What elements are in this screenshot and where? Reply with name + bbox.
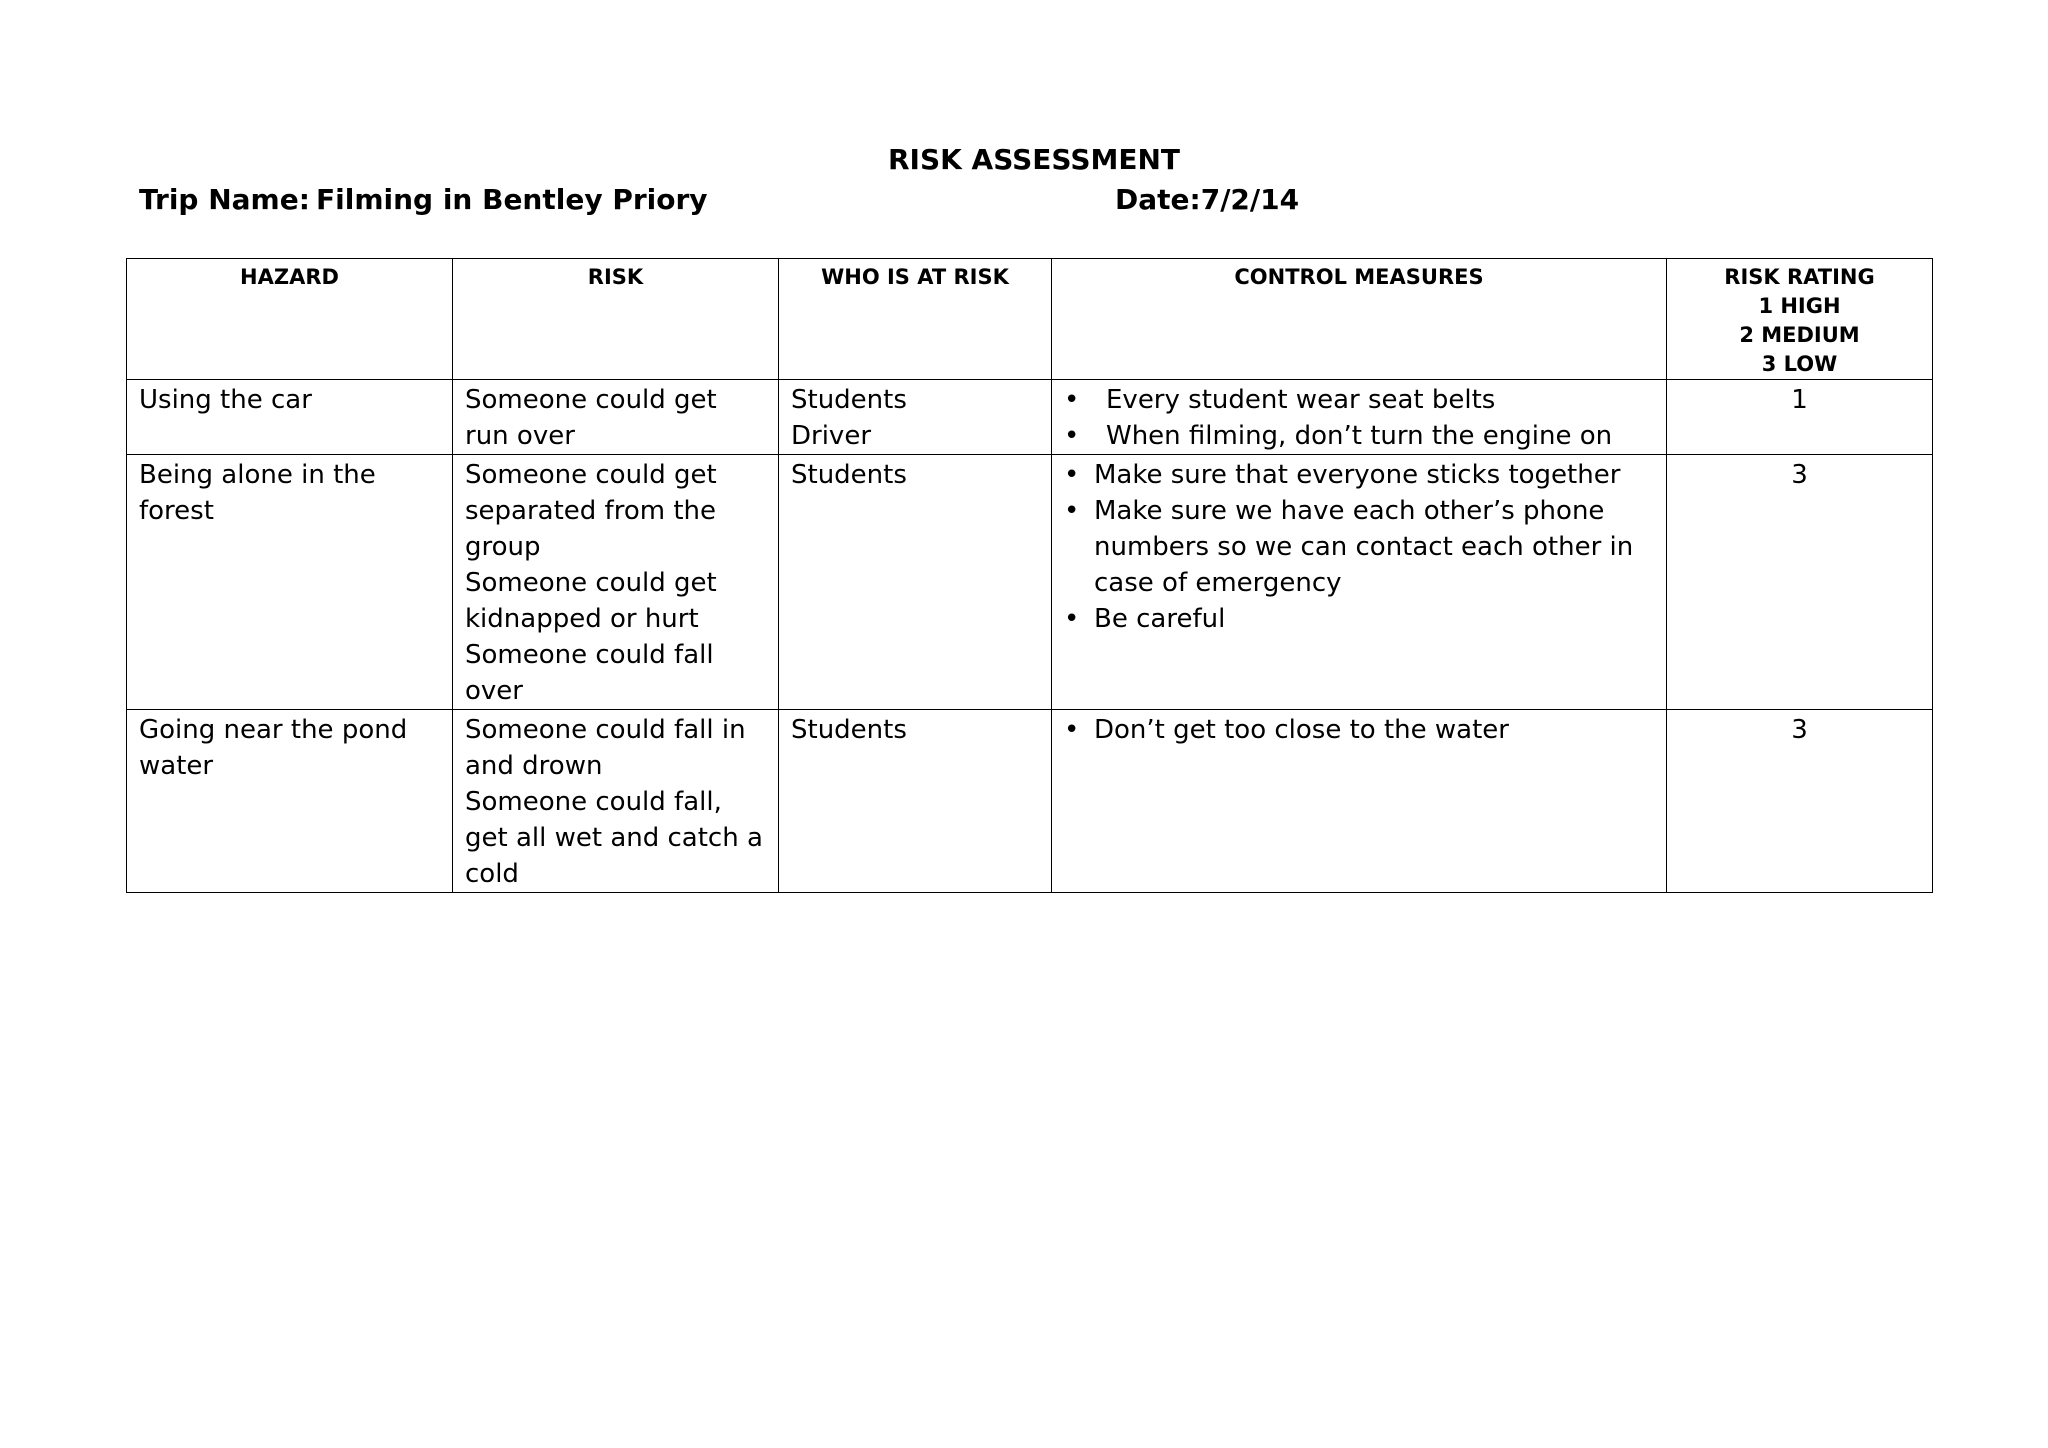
risk-cell — [453, 380, 779, 455]
header-control-measures: CONTROL MEASURES — [1052, 259, 1667, 380]
risk-line: Someone could get separated from the group — [465, 460, 717, 562]
risk-rating-high: 1 HIGH — [1758, 294, 1841, 318]
risk-rating-low: 3 LOW — [1761, 352, 1838, 376]
risk-line: Someone could fall, get all wet and catch a cold — [465, 787, 763, 889]
control-measures-cell — [1052, 710, 1667, 893]
control-measure-item: • Make sure we have each other’s phone numbers so we can contact each other in case of emergency — [1064, 493, 1654, 601]
risk-cell — [453, 455, 779, 710]
header-hazard: HAZARD — [127, 259, 453, 380]
table-row — [127, 710, 1933, 893]
control-measure-item: • When filming, don’t turn the engine on — [1064, 418, 1654, 454]
control-measure-item: • Be careful — [1064, 601, 1654, 637]
trip-name-label: Trip Name: — [139, 183, 310, 216]
risk-rating-cell: 3 — [1667, 455, 1933, 710]
control-measures-list — [1064, 457, 1654, 637]
control-measure-item: • Every student wear seat belts — [1064, 382, 1654, 418]
control-measure-item: • Make sure that everyone sticks together — [1064, 457, 1654, 493]
hazard-cell: Using the car — [127, 380, 453, 455]
who-line: Students — [791, 460, 907, 490]
table-header-row — [127, 259, 1933, 380]
control-measures-cell — [1052, 455, 1667, 710]
risk-line: Someone could get run over — [465, 385, 717, 451]
table-row — [127, 455, 1933, 710]
risk-line: Someone could fall over — [465, 640, 714, 706]
risk-rating-cell: 3 — [1667, 710, 1933, 893]
header-risk: RISK — [453, 259, 779, 380]
document-title: RISK ASSESSMENT — [887, 143, 1181, 176]
risk-rating-medium: 2 MEDIUM — [1739, 323, 1860, 347]
risk-rating-title: RISK RATING — [1724, 265, 1875, 289]
who-cell — [779, 380, 1052, 455]
risk-assessment-table — [126, 258, 1933, 893]
who-cell — [779, 455, 1052, 710]
trip-date: Date:7/2/14 — [1115, 183, 1300, 216]
control-measures-cell — [1052, 380, 1667, 455]
hazard-cell: Going near the pond water — [127, 710, 453, 893]
header-risk-rating — [1667, 259, 1933, 380]
risk-cell — [453, 710, 779, 893]
who-line: Students — [791, 385, 907, 415]
hazard-cell: Being alone in the forest — [127, 455, 453, 710]
risk-rating-cell: 1 — [1667, 380, 1933, 455]
control-measures-list — [1064, 712, 1654, 748]
risk-line: Someone could get kidnapped or hurt — [465, 568, 717, 634]
who-line: Driver — [791, 421, 872, 451]
who-line: Students — [791, 715, 907, 745]
who-cell — [779, 710, 1052, 893]
control-measures-list — [1064, 382, 1654, 454]
control-measure-item: • Don’t get too close to the water — [1064, 712, 1654, 748]
trip-name-value: Filming in Bentley Priory — [316, 183, 708, 216]
header-who-is-at-risk: WHO IS AT RISK — [779, 259, 1052, 380]
risk-line: Someone could fall in and drown — [465, 715, 746, 781]
table-row — [127, 380, 1933, 455]
